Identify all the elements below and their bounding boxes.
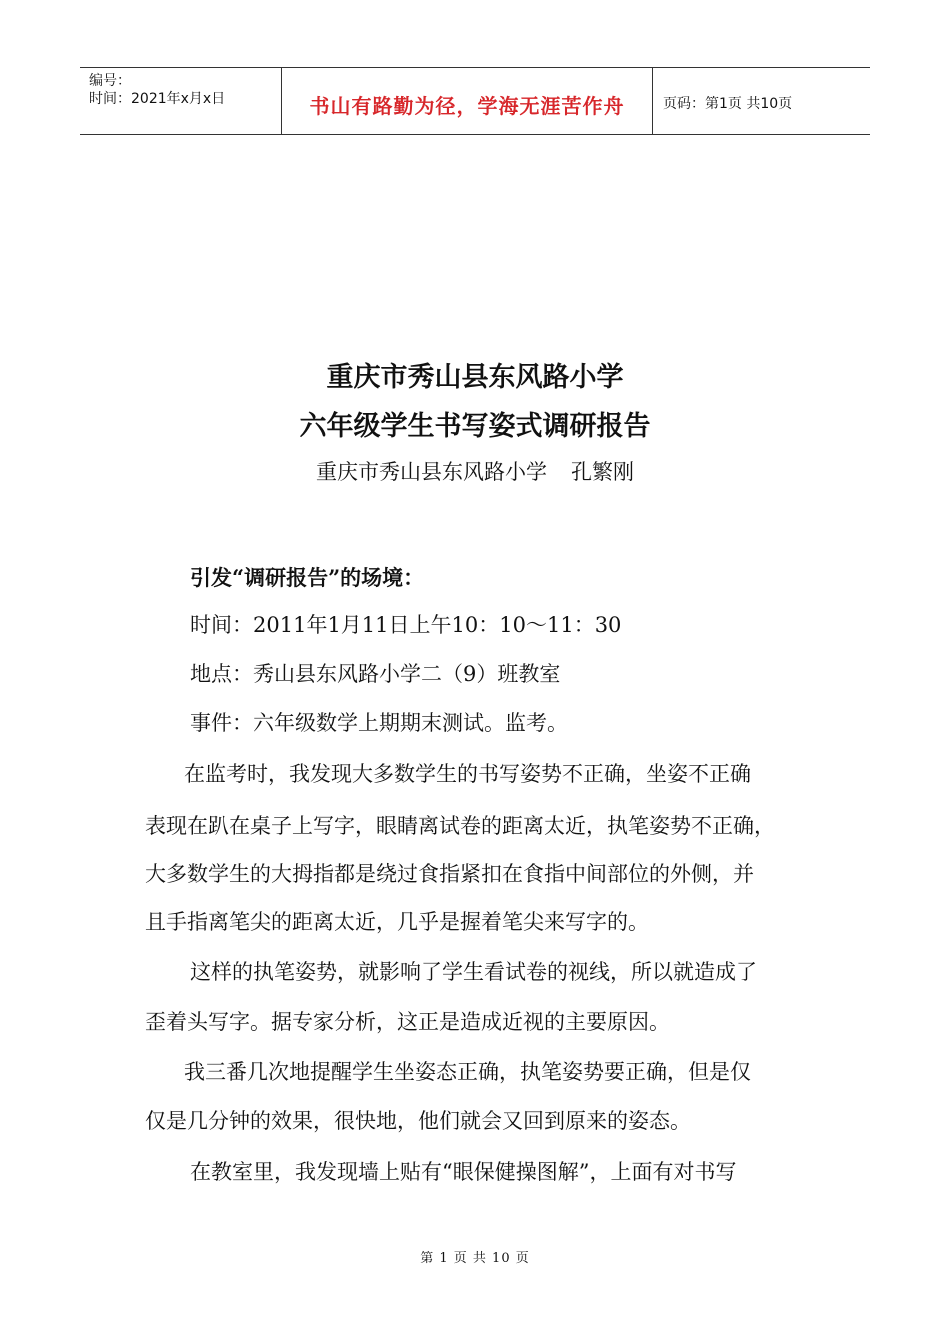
body-line: 这样的执笔姿势，就影响了学生看试卷的视线，所以就造成了 bbox=[190, 960, 757, 984]
author-name: 孔繁刚 bbox=[571, 460, 634, 484]
body-line: 在监考时，我发现大多数学生的书写姿势不正确，坐姿不正确 bbox=[184, 762, 751, 786]
report-title-line1: 重庆市秀山县东风路小学 bbox=[326, 362, 624, 393]
body-line: 我三番几次地提醒学生坐姿态正确，执笔姿势要正确，但是仅 bbox=[184, 1060, 751, 1084]
body-line: 大多数学生的大拇指都是绕过食指紧扣在食指中间部位的外侧，并 bbox=[145, 862, 754, 886]
header-motto: 书山有路勤为径，学海无涯苦作舟 bbox=[282, 68, 653, 134]
report-author bbox=[0, 456, 950, 486]
page-footer: 第 1 页 共 10 页 bbox=[420, 1251, 530, 1266]
body-line: 表现在趴在桌子上写字，眼睛离试卷的距离太近，执笔姿势不正确， bbox=[145, 814, 775, 838]
body-line: 歪着头写字。据专家分析，这正是造成近视的主要原因。 bbox=[145, 1010, 670, 1034]
header-page-code: 页码：第1页 共10页 bbox=[663, 95, 793, 112]
body-line-time: 时间：2011年1月11日上午10：10～11：30 bbox=[190, 613, 622, 637]
body-line-place: 地点：秀山县东风路小学二（9）班教室 bbox=[190, 662, 561, 686]
report-title-line2: 六年级学生书写姿式调研报告 bbox=[299, 411, 651, 442]
header-time-label: 时间：2021年x月x日 bbox=[89, 91, 226, 107]
body-line-event: 事件：六年级数学上期期末测试。监考。 bbox=[190, 711, 568, 735]
header-number-label: 编号： bbox=[89, 73, 131, 89]
document-header bbox=[80, 67, 870, 135]
author-school: 重庆市秀山县东风路小学 bbox=[316, 460, 547, 484]
header-meta-cell bbox=[80, 68, 282, 134]
body-line: 且手指离笔尖的距离太近，几乎是握着笔尖来写字的。 bbox=[145, 910, 649, 934]
body-line: 仅是几分钟的效果，很快地，他们就会又回到原来的姿态。 bbox=[145, 1109, 691, 1133]
body-line-heading: 引发“调研报告”的场境： bbox=[190, 565, 425, 590]
body-line: 在教室里，我发现墙上贴有“眼保健操图解”，上面有对书写 bbox=[190, 1160, 737, 1184]
